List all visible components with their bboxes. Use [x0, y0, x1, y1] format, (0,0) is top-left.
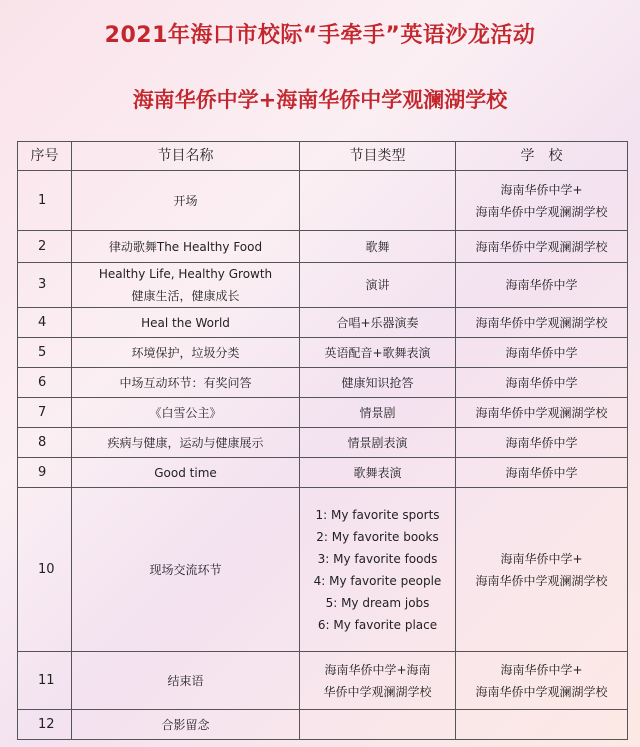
cell-line: 3: My favorite foods	[317, 551, 438, 566]
cell-line: 海南华侨中学观澜湖学校	[475, 573, 608, 588]
cell-line: 海南华侨中学观澜湖学校	[475, 239, 608, 254]
cell-no: 2	[18, 231, 72, 263]
cell-type	[300, 710, 456, 740]
cell-school	[456, 263, 628, 308]
cell-name: 开场	[72, 171, 300, 231]
cell-type: 英语配音+歌舞表演	[300, 338, 456, 368]
cell-no: 9	[18, 458, 72, 488]
page-title: 2021年海口市校际“手牵手”英语沙龙活动	[104, 23, 536, 48]
cell-type: 歌舞	[300, 231, 456, 263]
header-school: 学 校	[456, 142, 628, 171]
header-type: 节目类型	[300, 142, 456, 171]
cell-line: 海南华侨中学+	[500, 551, 583, 566]
cell-line: 海南华侨中学观澜湖学校	[475, 315, 608, 330]
cell-line: 海南华侨中学	[505, 465, 578, 480]
cell-school	[456, 458, 628, 488]
header-name: 节目名称	[72, 142, 300, 171]
cell-type: 演讲	[300, 263, 456, 308]
cell-line: 海南华侨中学+	[500, 662, 583, 677]
program-table	[17, 141, 628, 740]
cell-type	[300, 652, 456, 710]
cell-type	[300, 171, 456, 231]
cell-line: 华侨中学观澜湖学校	[323, 684, 432, 699]
cell-name: 环境保护，垃圾分类	[72, 338, 300, 368]
cell-type	[300, 488, 456, 652]
cell-school	[456, 171, 628, 231]
cell-type: 健康知识抢答	[300, 368, 456, 398]
table-row	[18, 263, 628, 308]
table-row	[18, 231, 628, 263]
cell-name: 疾病与健康，运动与健康展示	[72, 428, 300, 458]
page-subtitle: 海南华侨中学+海南华侨中学观澜湖学校	[132, 88, 508, 112]
header-no: 序号	[18, 142, 72, 171]
table-header-row	[18, 142, 628, 171]
cell-line: 海南华侨中学+	[500, 182, 583, 197]
cell-name: 中场互动环节：有奖问答	[72, 368, 300, 398]
table-row	[18, 308, 628, 338]
table-row	[18, 428, 628, 458]
cell-line: 海南华侨中学	[505, 375, 578, 390]
cell-line: 海南华侨中学观澜湖学校	[475, 684, 608, 699]
cell-no: 1	[18, 171, 72, 231]
cell-type: 歌舞表演	[300, 458, 456, 488]
cell-no: 5	[18, 338, 72, 368]
cell-school	[456, 368, 628, 398]
cell-school	[456, 398, 628, 428]
cell-no: 7	[18, 398, 72, 428]
cell-name	[72, 263, 300, 308]
cell-name: 《白雪公主》	[72, 398, 300, 428]
cell-line: 5: My dream jobs	[325, 595, 430, 610]
cell-line: 海南华侨中学	[505, 435, 578, 450]
cell-no: 8	[18, 428, 72, 458]
cell-line: 海南华侨中学观澜湖学校	[475, 204, 608, 219]
cell-line: Healthy Life, Healthy Growth	[98, 267, 273, 281]
cell-name: 律动歌舞The Healthy Food	[72, 231, 300, 263]
cell-line: 1: My favorite sports	[315, 507, 440, 522]
cell-school	[456, 428, 628, 458]
table-row	[18, 488, 628, 652]
cell-name: Good time	[72, 458, 300, 488]
cell-school	[456, 652, 628, 710]
table-row	[18, 710, 628, 740]
table-row	[18, 398, 628, 428]
cell-no: 4	[18, 308, 72, 338]
cell-name: Heal the World	[72, 308, 300, 338]
table-row	[18, 458, 628, 488]
cell-type: 情景剧表演	[300, 428, 456, 458]
cell-no: 3	[18, 263, 72, 308]
cell-no: 10	[18, 488, 72, 652]
cell-name: 合影留念	[72, 710, 300, 740]
cell-name: 现场交流环节	[72, 488, 300, 652]
cell-line: 健康生活，健康成长	[131, 289, 240, 303]
cell-no: 11	[18, 652, 72, 710]
table-row	[18, 171, 628, 231]
cell-school	[456, 308, 628, 338]
cell-no: 12	[18, 710, 72, 740]
cell-no: 6	[18, 368, 72, 398]
cell-line: 海南华侨中学观澜湖学校	[475, 405, 608, 420]
table-body	[18, 171, 628, 740]
cell-line: 海南华侨中学	[505, 345, 578, 360]
table-row	[18, 338, 628, 368]
cell-line: 4: My favorite people	[313, 573, 442, 588]
cell-line: 海南华侨中学+海南	[324, 662, 431, 677]
cell-type: 情景剧	[300, 398, 456, 428]
cell-school	[456, 338, 628, 368]
table-row	[18, 368, 628, 398]
cell-school	[456, 231, 628, 263]
cell-line: 海南华侨中学	[505, 278, 578, 292]
cell-type: 合唱+乐器演奏	[300, 308, 456, 338]
cell-line: 6: My favorite place	[317, 617, 438, 632]
cell-school	[456, 488, 628, 652]
cell-name: 结束语	[72, 652, 300, 710]
cell-school	[456, 710, 628, 740]
table-row	[18, 652, 628, 710]
cell-line: 2: My favorite books	[316, 529, 439, 544]
